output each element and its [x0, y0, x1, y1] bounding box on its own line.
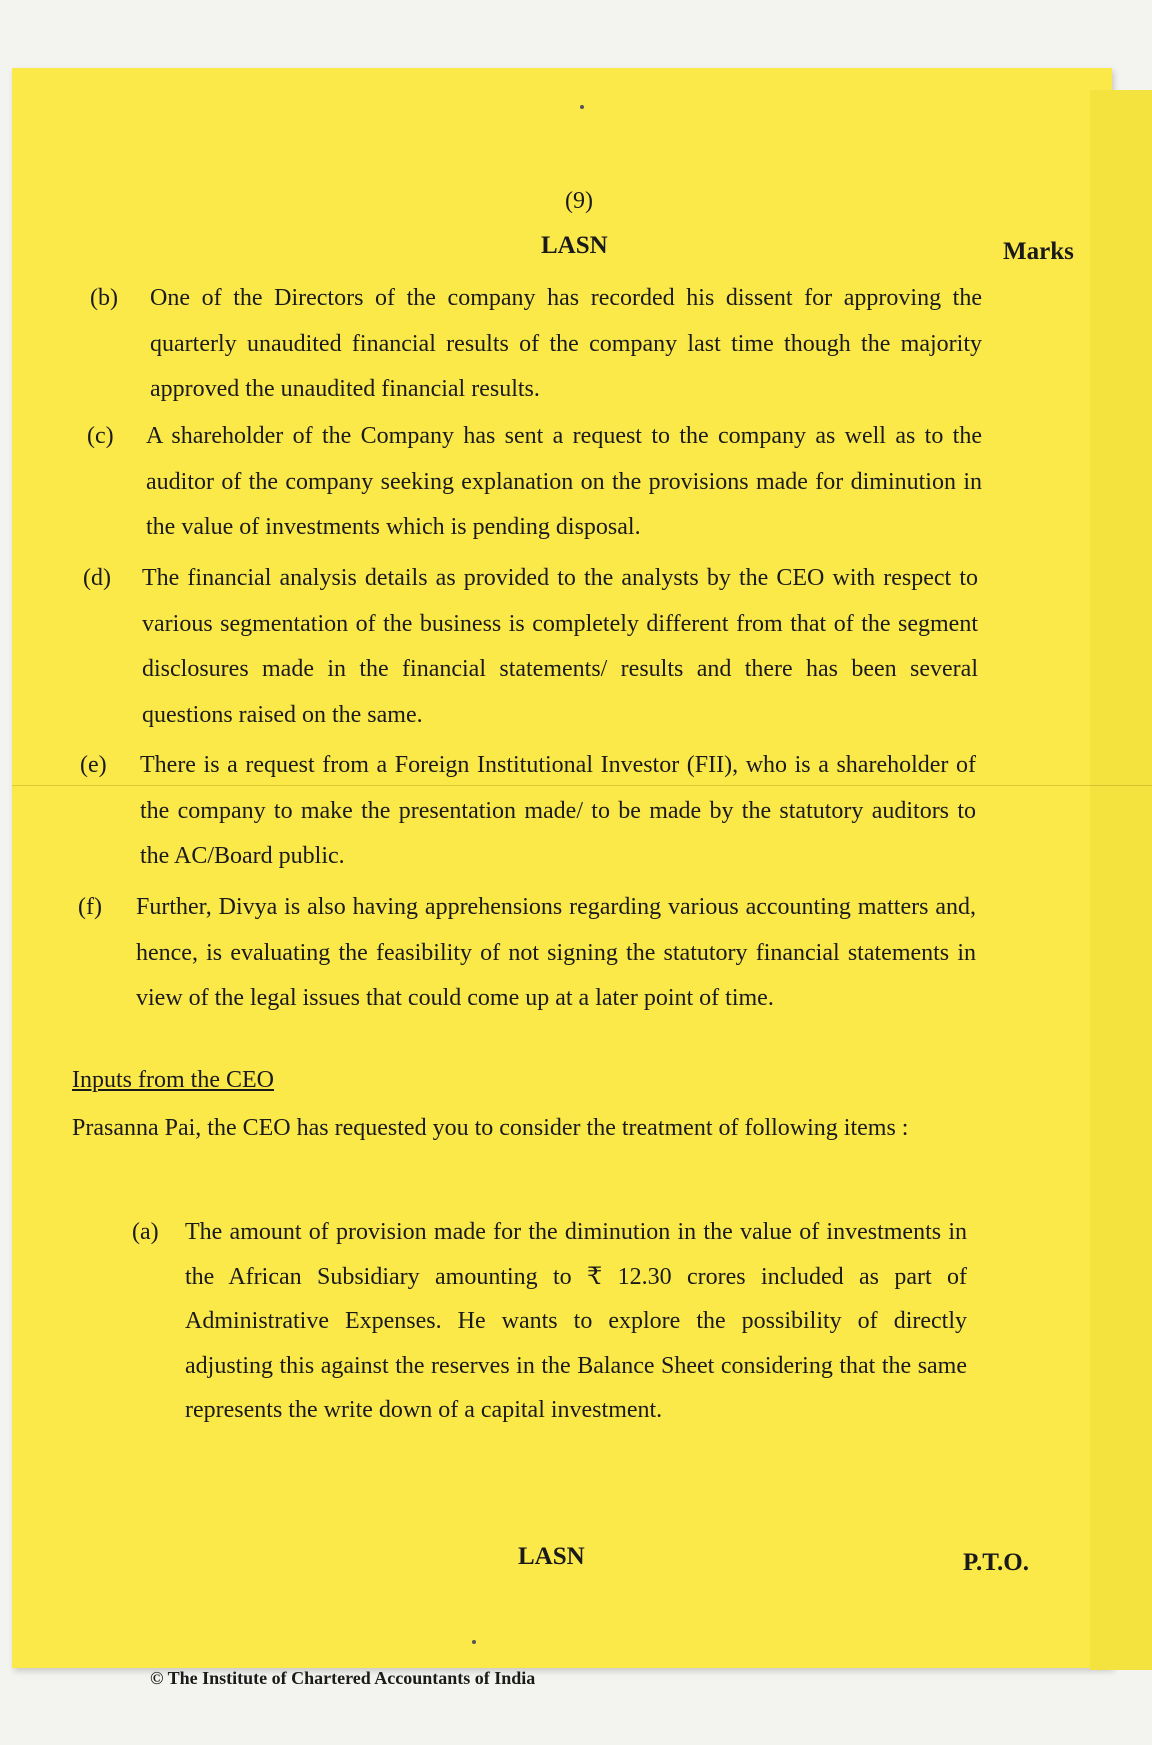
item-label: (a) [132, 1219, 159, 1245]
item-label: (e) [80, 752, 107, 778]
section-heading: Inputs from the CEO [72, 1067, 274, 1093]
paper-speck [580, 105, 584, 109]
item-text: A shareholder of the Company has sent a request to the company as well as to the auditor of the company seeking explanation on the provisions made for diminution in the value of investments which is pending disposal. [146, 423, 982, 540]
item-text: The amount of provision made for the diminution in the value of investments in the African Subsidiary amounting to ₹ 12.30 crores included as part of Administrative Expenses. He wants to explore the possibility of directly adjusting this against the reserves in the Balance Sheet considering that the same represents the write down of a capital investment. [185, 1219, 967, 1423]
ceo-intro-paragraph: Prasanna Pai, the CEO has requested you to consider the treatment of following items : [72, 1115, 909, 1141]
list-item [90, 276, 982, 413]
list-item [80, 743, 976, 880]
copyright-notice: © The Institute of Chartered Accountants of India [150, 1668, 536, 1688]
item-label: (d) [83, 565, 111, 591]
item-label: (b) [90, 285, 118, 311]
item-label: (c) [87, 423, 114, 449]
paper-code-footer: LASN [518, 1543, 585, 1570]
paper-speck [472, 1640, 476, 1644]
paper-code-header: LASN [541, 232, 608, 259]
list-item [132, 1210, 967, 1433]
marks-column-heading: Marks [1003, 238, 1074, 265]
paper-edge [1090, 90, 1152, 1670]
item-text: The financial analysis details as provided to the analysts by the CEO with respect to various segmentation of the business is completely different from that of the segment disclosures made in the financial statements/ results and there has been several questions raised on the same. [142, 565, 978, 728]
list-item [78, 885, 976, 1022]
item-label: (f) [78, 894, 102, 920]
page-number: (9) [565, 188, 593, 214]
item-text: Further, Divya is also having apprehensions regarding various accounting matters and, hence, is evaluating the feasibility of not signing the statutory financial statements in view of the legal issues that could come up at a later point of time. [136, 894, 976, 1011]
list-item [83, 556, 978, 738]
list-item [87, 414, 982, 551]
item-text: There is a request from a Foreign Institutional Investor (FII), who is a shareholder of the company to make the presentation made/ to be made by the statutory auditors to the AC/Board public. [140, 752, 976, 869]
please-turn-over: P.T.O. [963, 1549, 1029, 1576]
item-text: One of the Directors of the company has recorded his dissent for approving the quarterly unaudited financial results of the company last time though the majority approved the unaudited financial results. [150, 285, 982, 402]
